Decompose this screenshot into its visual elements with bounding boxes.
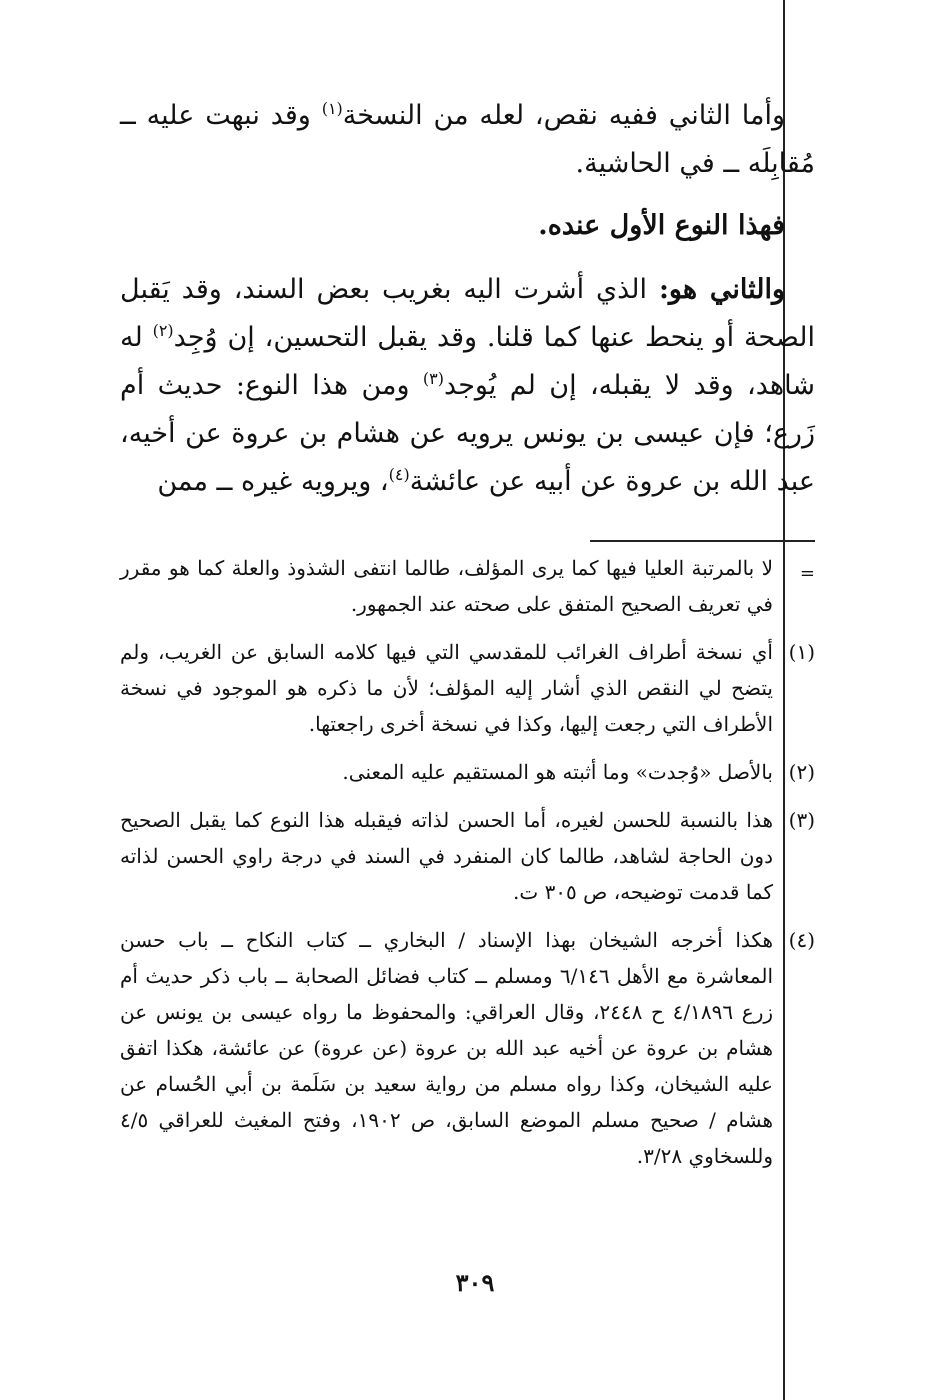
page-number: ٣٠٩ — [455, 1268, 495, 1297]
paragraph-3-lead: والثاني هو: — [658, 274, 785, 305]
footnotes-block — [120, 550, 815, 1186]
footnote-continuation — [120, 550, 815, 622]
footnote-4-mark: (٤) — [788, 928, 815, 952]
main-text-block — [120, 92, 815, 520]
paragraph-2: فهذا النوع الأول عنده. — [538, 210, 785, 241]
paragraph-1-text: وأما الثاني ففيه نقص، لعله من النسخة — [342, 100, 786, 131]
paragraph-3-part-c: ومن هذا النوع: حديث أم زَرع؛ فإن عيسى بن يونس يرويه عن هشام بن عروة عن أخيه، عبد الله بن عروة عن أبيه عن عائشة — [120, 370, 815, 497]
footnote-4 — [120, 922, 815, 1174]
footnote-3 — [120, 802, 815, 910]
footnote-2-text: بالأصل «وُجدت» وما أثبته هو المستقيم عليه المعنى. — [342, 760, 773, 784]
footnote-ref-4: (٤) — [388, 465, 410, 484]
footnote-1-text: أي نسخة أطراف الغرائب للمقدسي التي فيها كلامه السابق عن الغريب، ولم يتضح لي النقص الذي أشار إليه المؤلف؛ لأن ما ذكره هو الموجود في نسخة الأطراف التي رجعت إليها، وكذا في نسخة أخرى راجعتها. — [120, 640, 773, 736]
paragraph-3 — [120, 266, 815, 506]
paragraph-3-part-d: ، ويرويه غيره ــ ممن — [157, 466, 389, 497]
paragraph-1 — [120, 92, 815, 188]
footnote-1 — [120, 634, 815, 742]
footnote-2-mark: (٢) — [788, 760, 815, 784]
footnote-1-mark: (١) — [788, 640, 815, 664]
footnote-continuation-text: لا بالمرتبة العليا فيها كما يرى المؤلف، طالما انتفى الشذوذ والعلة كما هو مقرر في تعريف الصحيح المتفق على صحته عند الجمهور. — [120, 556, 773, 616]
footnote-separator — [590, 540, 815, 542]
footnote-2 — [120, 754, 815, 790]
paragraph-3-part-a: الذي أشرت اليه بغريب بعض السند، وقد يَقبل الصحة أو ينحط عنها كما قلنا. وقد يقبل التحسين، إن وُجِد — [120, 274, 815, 353]
continuation-mark: = — [799, 563, 815, 584]
paragraph-3-part-b: له شاهد، وقد لا يقبله، إن لم يُوجد — [120, 322, 815, 401]
footnote-ref-3: (٣) — [422, 369, 445, 388]
footnote-3-mark: (٣) — [788, 808, 815, 832]
footnote-ref-1: (١) — [321, 99, 343, 118]
paragraph-1-tail: وقد نبهت عليه ــ مُقابِلَه ــ في الحاشية. — [120, 100, 815, 179]
footnote-4-text: هكذا أخرجه الشيخان بهذا الإسناد / البخاري ــ كتاب النكاح ــ باب حسن المعاشرة مع الأهل ٦/١٤٦ ومسلم ــ كتاب فضائل الصحابة ــ باب ذكر حديث أم زرع ٤/١٨٩٦ ح ٢٤٤٨، وقال العراقي: والمحفوظ ما رواه عيسى بن يونس عن هشام بن عروة عن أخيه عبد الله بن عروة (عن عروة) عن عائشة، هكذا اتفق عليه الشيخان، وكذا رواه مسلم من رواية سعيد بن سَلَمة بن أبي الحُسام عن هشام / صحيح مسلم الموضع السابق، ص ١٩٠٢، وفتح المغيث للعراقي ٤/٥ وللسخاوي ٣/٢٨. — [120, 928, 774, 1168]
footnote-ref-2: (٢) — [152, 321, 174, 340]
footnote-3-text: هذا بالنسبة للحسن لغيره، أما الحسن لذاته فيقبله هذا النوع كما يقبل الصحيح دون الحاجة لشاهد، طالما كان المنفرد في السند في درجة راوي الحسن لذاته كما قدمت توضيحه، ص ٣٠٥ ت. — [120, 808, 773, 904]
